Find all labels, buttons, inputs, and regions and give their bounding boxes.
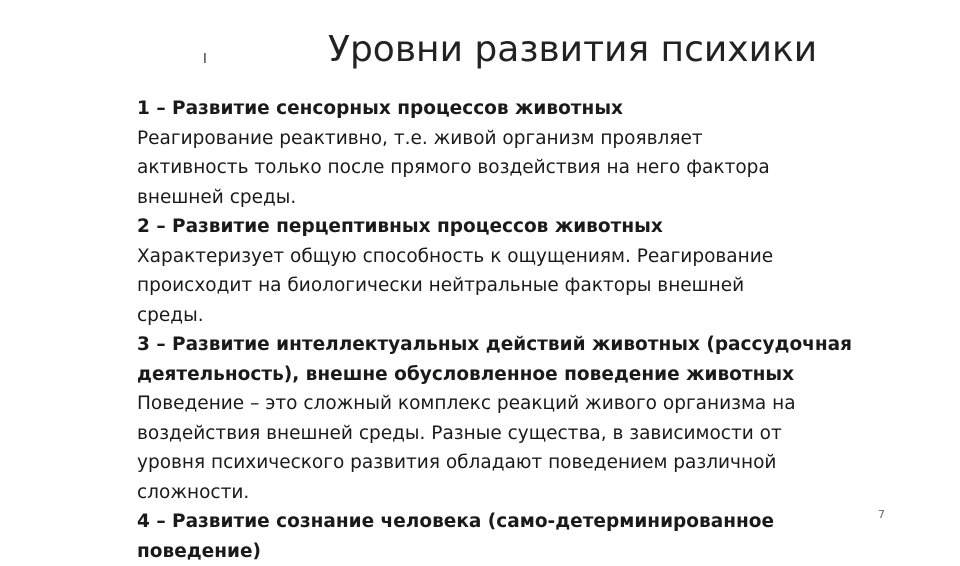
level-2-text-line-3: среды. — [137, 301, 857, 331]
page-number: 7 — [878, 508, 885, 521]
slide-body — [137, 94, 857, 566]
level-2-text-line-2: происходит на биологически нейтральные факторы внешней — [137, 271, 857, 301]
level-2-heading: 2 – Развитие перцептивных процессов животных — [137, 212, 857, 242]
level-3-text-line-2: воздействия внешней среды. Разные существа, в зависимости от — [137, 419, 857, 449]
slide-marker: I — [203, 52, 207, 68]
level-4-heading-line-2: поведение) — [137, 537, 857, 566]
level-1-heading: 1 – Развитие сенсорных процессов животных — [137, 94, 857, 124]
level-1-text-line-2: активность только после прямого воздействия на него фактора — [137, 153, 857, 183]
level-3-heading-line-1: 3 – Развитие интеллектуальных действий животных (рассудочная — [137, 330, 857, 360]
level-3-text-line-4: сложности. — [137, 478, 857, 508]
level-4-heading-line-1: 4 – Развитие сознание человека (само-детерминированное — [137, 507, 857, 537]
level-2-text-line-1: Характеризует общую способность к ощущениям. Реагирование — [137, 242, 857, 272]
level-1-text-line-3: внешней среды. — [137, 183, 857, 213]
level-1-text-line-1: Реагирование реактивно, т.е. живой организм проявляет — [137, 124, 857, 154]
page-title: Уровни развития психики — [328, 26, 817, 74]
level-3-text-line-3: уровня психического развития обладают поведением различной — [137, 448, 857, 478]
level-3-heading-line-2: деятельность), внешне обусловленное поведение животных — [137, 360, 857, 390]
level-3-text-line-1: Поведение – это сложный комплекс реакций живого организма на — [137, 389, 857, 419]
